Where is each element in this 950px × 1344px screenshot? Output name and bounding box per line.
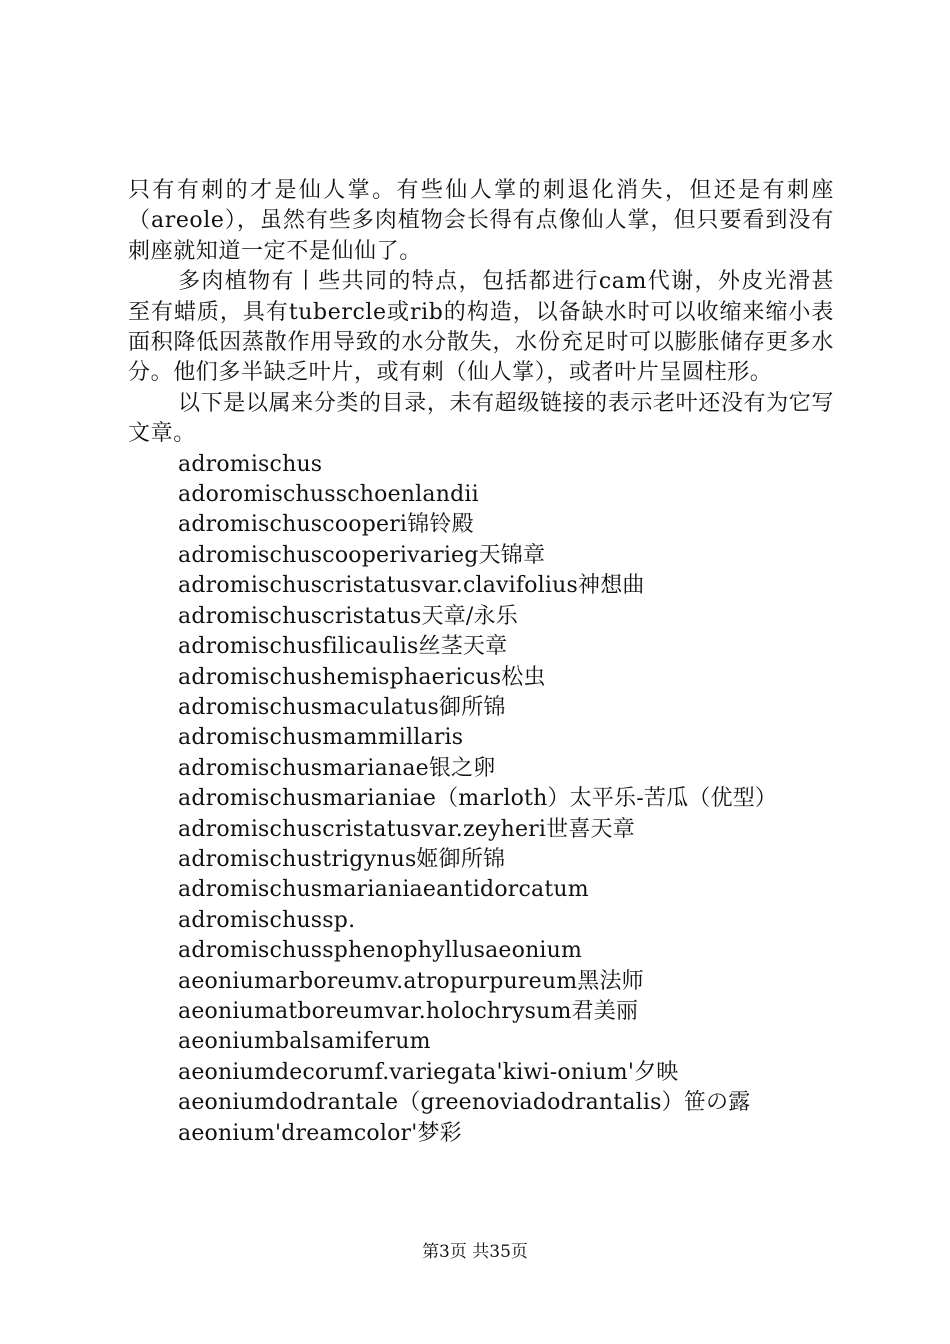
list-item: adromischusmarianiae（marloth）太平乐-苦瓜（优型） — [178, 786, 778, 812]
paragraph-succulent-features: 多肉植物有丨些共同的特点，包括都进行cam代谢，外皮光滑甚至有蜡质，具有tubercle或rib的构造，以备缺水时可以收缩来缩小表面积降低因蒸散作用导致的水分散失，水份充足时可以膨胀储存更多水分。他们多半缺乏叶片，或有刺（仙人掌），或者叶片呈圆柱形。 — [128, 269, 834, 386]
list-item: adromischuscooperi锦铃殿 — [178, 512, 474, 538]
list-item: adromischuscristatusvar.clavifolius神想曲 — [178, 573, 645, 599]
list-item: aeonium'dreamcolor'梦彩 — [178, 1120, 462, 1146]
paragraph-areole: 只有有刺的才是仙人掌。有些仙人掌的刺退化消失，但还是有刺座（areole），虽然有些多肉植物会长得有点像仙人掌，但只要看到没有刺座就知道一定不是仙仙了。 — [128, 178, 834, 264]
list-item: adromischusfilicaulis丝茎天章 — [178, 634, 508, 660]
page-content — [128, 176, 834, 1149]
list-item: adromischusmarianiaeantidorcatum — [178, 877, 589, 903]
list-item: adromischusmaculatus御所锦 — [178, 694, 506, 720]
list-item: aeoniumatboreumvar.holochrysum君美丽 — [178, 998, 639, 1024]
list-item: aeoniumdodrantale（greenoviadodrantalis）笹の露 — [178, 1090, 751, 1116]
list-item: adromischusmammillaris — [178, 725, 464, 751]
page-number-footer: 第3页 共35页 — [422, 1242, 528, 1262]
list-item: aeoniumarboreumv.atropurpureum黑法师 — [178, 968, 644, 994]
list-item: adromischuscooperivarieg天锦章 — [178, 542, 546, 568]
list-item: adromischusmarianae银之卵 — [178, 755, 496, 781]
list-item: adromischus — [178, 451, 323, 477]
list-item: adromischushemisphaericus松虫 — [178, 664, 546, 690]
list-item: adoromischusschoenlandii — [178, 482, 479, 508]
list-item: adromischussp. — [178, 907, 356, 933]
list-item: adromischuscristatus天章/永乐 — [178, 603, 518, 629]
list-item: aeoniumdecorumf.variegata'kiwi-onium'夕映 — [178, 1059, 679, 1085]
list-item: aeoniumbalsamiferum — [178, 1029, 431, 1055]
species-list — [128, 450, 834, 1149]
list-item: adromischuscristatusvar.zeyheri世喜天章 — [178, 816, 635, 842]
list-item: adromischustrigynus姬御所锦 — [178, 846, 506, 872]
list-item: adromischussphenophyllusaeonium — [178, 938, 583, 964]
paragraph-catalog-intro: 以下是以属来分类的目录，未有超级链接的表示老叶还没有为它写文章。 — [128, 390, 834, 447]
